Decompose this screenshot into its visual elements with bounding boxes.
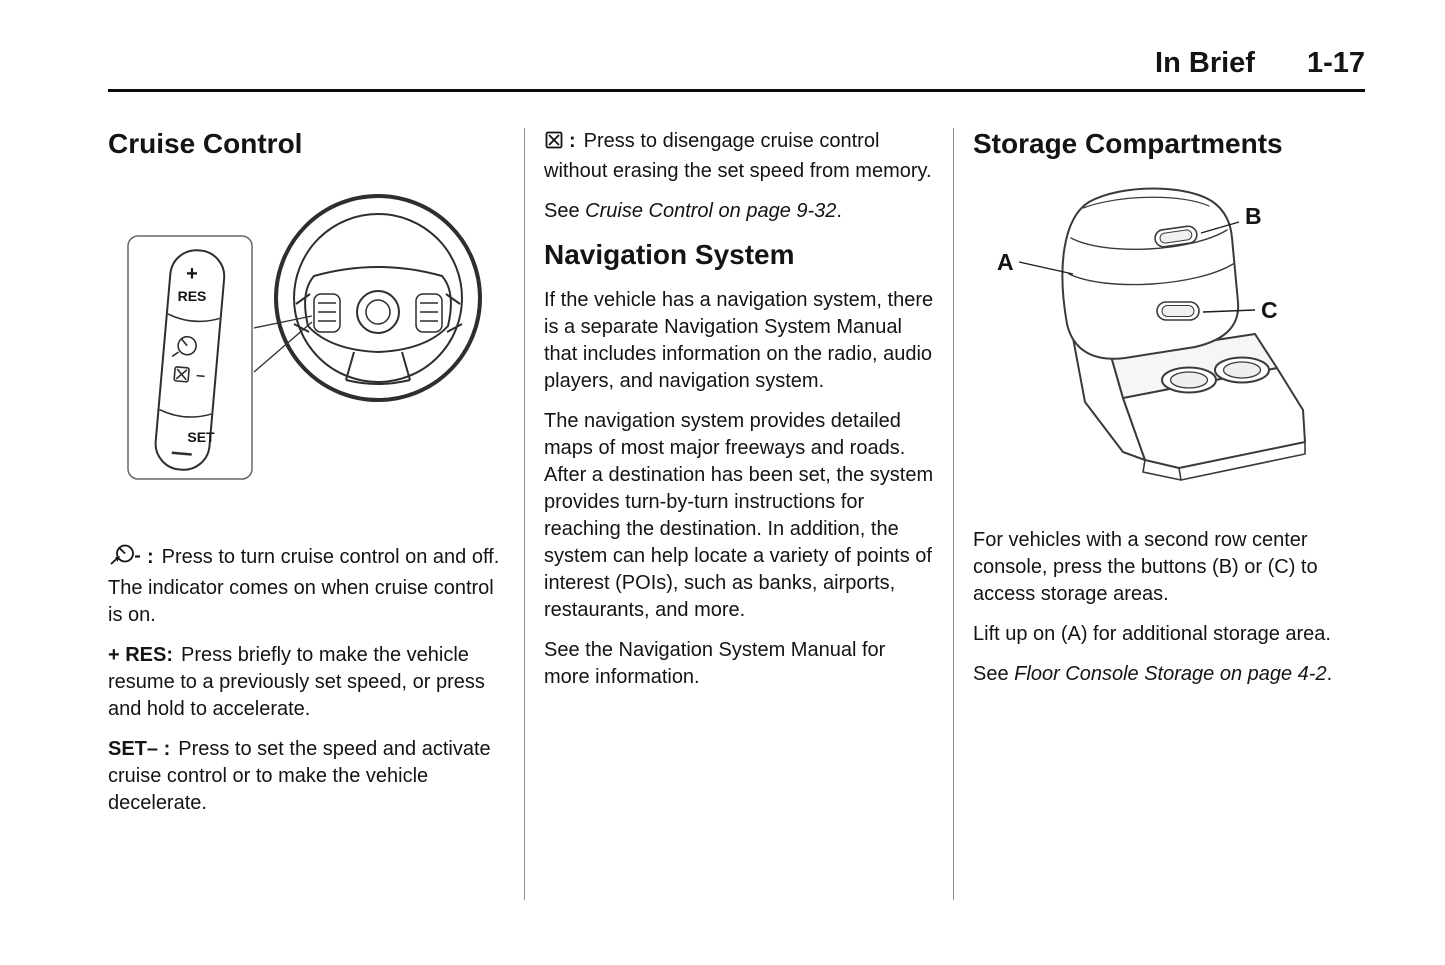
navigation-paragraph-1: If the vehicle has a navigation system, there is a separate Navigation System Manual that includes information on the radio, audio players, and navigation system.: [544, 289, 934, 393]
cruise-onoff-paragraph: [108, 543, 505, 629]
section-title: In Brief: [1155, 47, 1255, 79]
page-number: 1-17: [1306, 47, 1365, 79]
column-storage: [973, 128, 1363, 701]
cruise-res-paragraph: [108, 642, 505, 723]
stalk-plus-label: +: [186, 263, 198, 286]
cruise-set-paragraph: [108, 736, 505, 817]
ref-cruise-control-link: Cruise Control on page 9-32: [585, 199, 837, 222]
console-label-b: B: [1245, 203, 1262, 230]
right-spoke-buttons: [416, 294, 442, 332]
cruise-control-heading: Cruise Control: [108, 127, 303, 159]
cruise-onoff-text: Press to turn cruise control on and off. The indicator comes on when cruise control is on.: [108, 546, 500, 627]
navigation-paragraph-3: See the Navigation System Manual for more information.: [544, 639, 886, 689]
page-header: [108, 48, 1365, 80]
cruise-cancel-text: Press to disengage cruise control without erasing the set speed from memory.: [544, 129, 932, 182]
column-divider-left: [524, 128, 525, 900]
cruise-cancel-paragraph: [544, 128, 934, 185]
storage-compartments-heading: Storage Compartments: [973, 127, 1283, 159]
cancel-cruise-icon: [544, 130, 564, 158]
storage-reference: [973, 661, 1363, 688]
cruise-cancel-term: :: [569, 129, 576, 152]
column-cruise-control: [108, 128, 505, 830]
cruise-on-off-icon: [108, 543, 142, 575]
stalk-res-label: RES: [177, 288, 207, 305]
cruise-control-figure: [108, 176, 505, 513]
stalk-set-label: SET: [187, 429, 215, 446]
cruise-set-text: Press to set the speed and activate cruise control or to make the vehicle decelerate.: [108, 738, 491, 815]
storage-ref-suffix: .: [1326, 663, 1333, 686]
column-divider-right: [953, 128, 954, 900]
cruise-res-term: + RES:: [108, 644, 174, 667]
cruise-onoff-term: :: [147, 546, 154, 569]
cruise-stalk-callout: [128, 236, 252, 479]
console-label-c: C: [1261, 297, 1278, 324]
column-middle: [544, 128, 934, 704]
console-button-c: [1157, 302, 1199, 320]
ref-prefix: See: [544, 199, 586, 222]
ref-suffix: .: [836, 199, 842, 222]
left-spoke-buttons: [314, 294, 340, 332]
console-label-a: A: [997, 249, 1014, 276]
center-console-illustration: [973, 176, 1363, 506]
cruise-res-text: Press briefly to make the vehicle resume to a previously set speed, or press and hold to accelerate.: [108, 644, 485, 721]
storage-paragraph-1: For vehicles with a second row center console, press the buttons (B) or (C) to access storage areas.: [973, 529, 1318, 606]
navigation-system-heading: Navigation System: [544, 238, 795, 270]
storage-ref-prefix: See: [973, 663, 1015, 686]
content-columns: [108, 128, 1365, 900]
navigation-paragraph-2: The navigation system provides detailed maps of most major freeways and roads. After a destination has been set, the system provides turn-by-turn instructions for reaching the destination. In addition, the system can help locate a variety of points of interest (POIs), such as banks, airports, restaurants, and more.: [544, 410, 934, 622]
steering-wheel-illustration: [108, 176, 505, 508]
ref-floor-console-storage-link: Floor Console Storage on page 4-2: [1014, 663, 1327, 686]
storage-console-figure: [973, 176, 1363, 511]
cruise-reference: [544, 198, 934, 225]
header-rule: [108, 89, 1365, 92]
cruise-set-term: SET– :: [108, 738, 171, 761]
storage-paragraph-2: Lift up on (A) for additional storage area.: [973, 623, 1331, 646]
